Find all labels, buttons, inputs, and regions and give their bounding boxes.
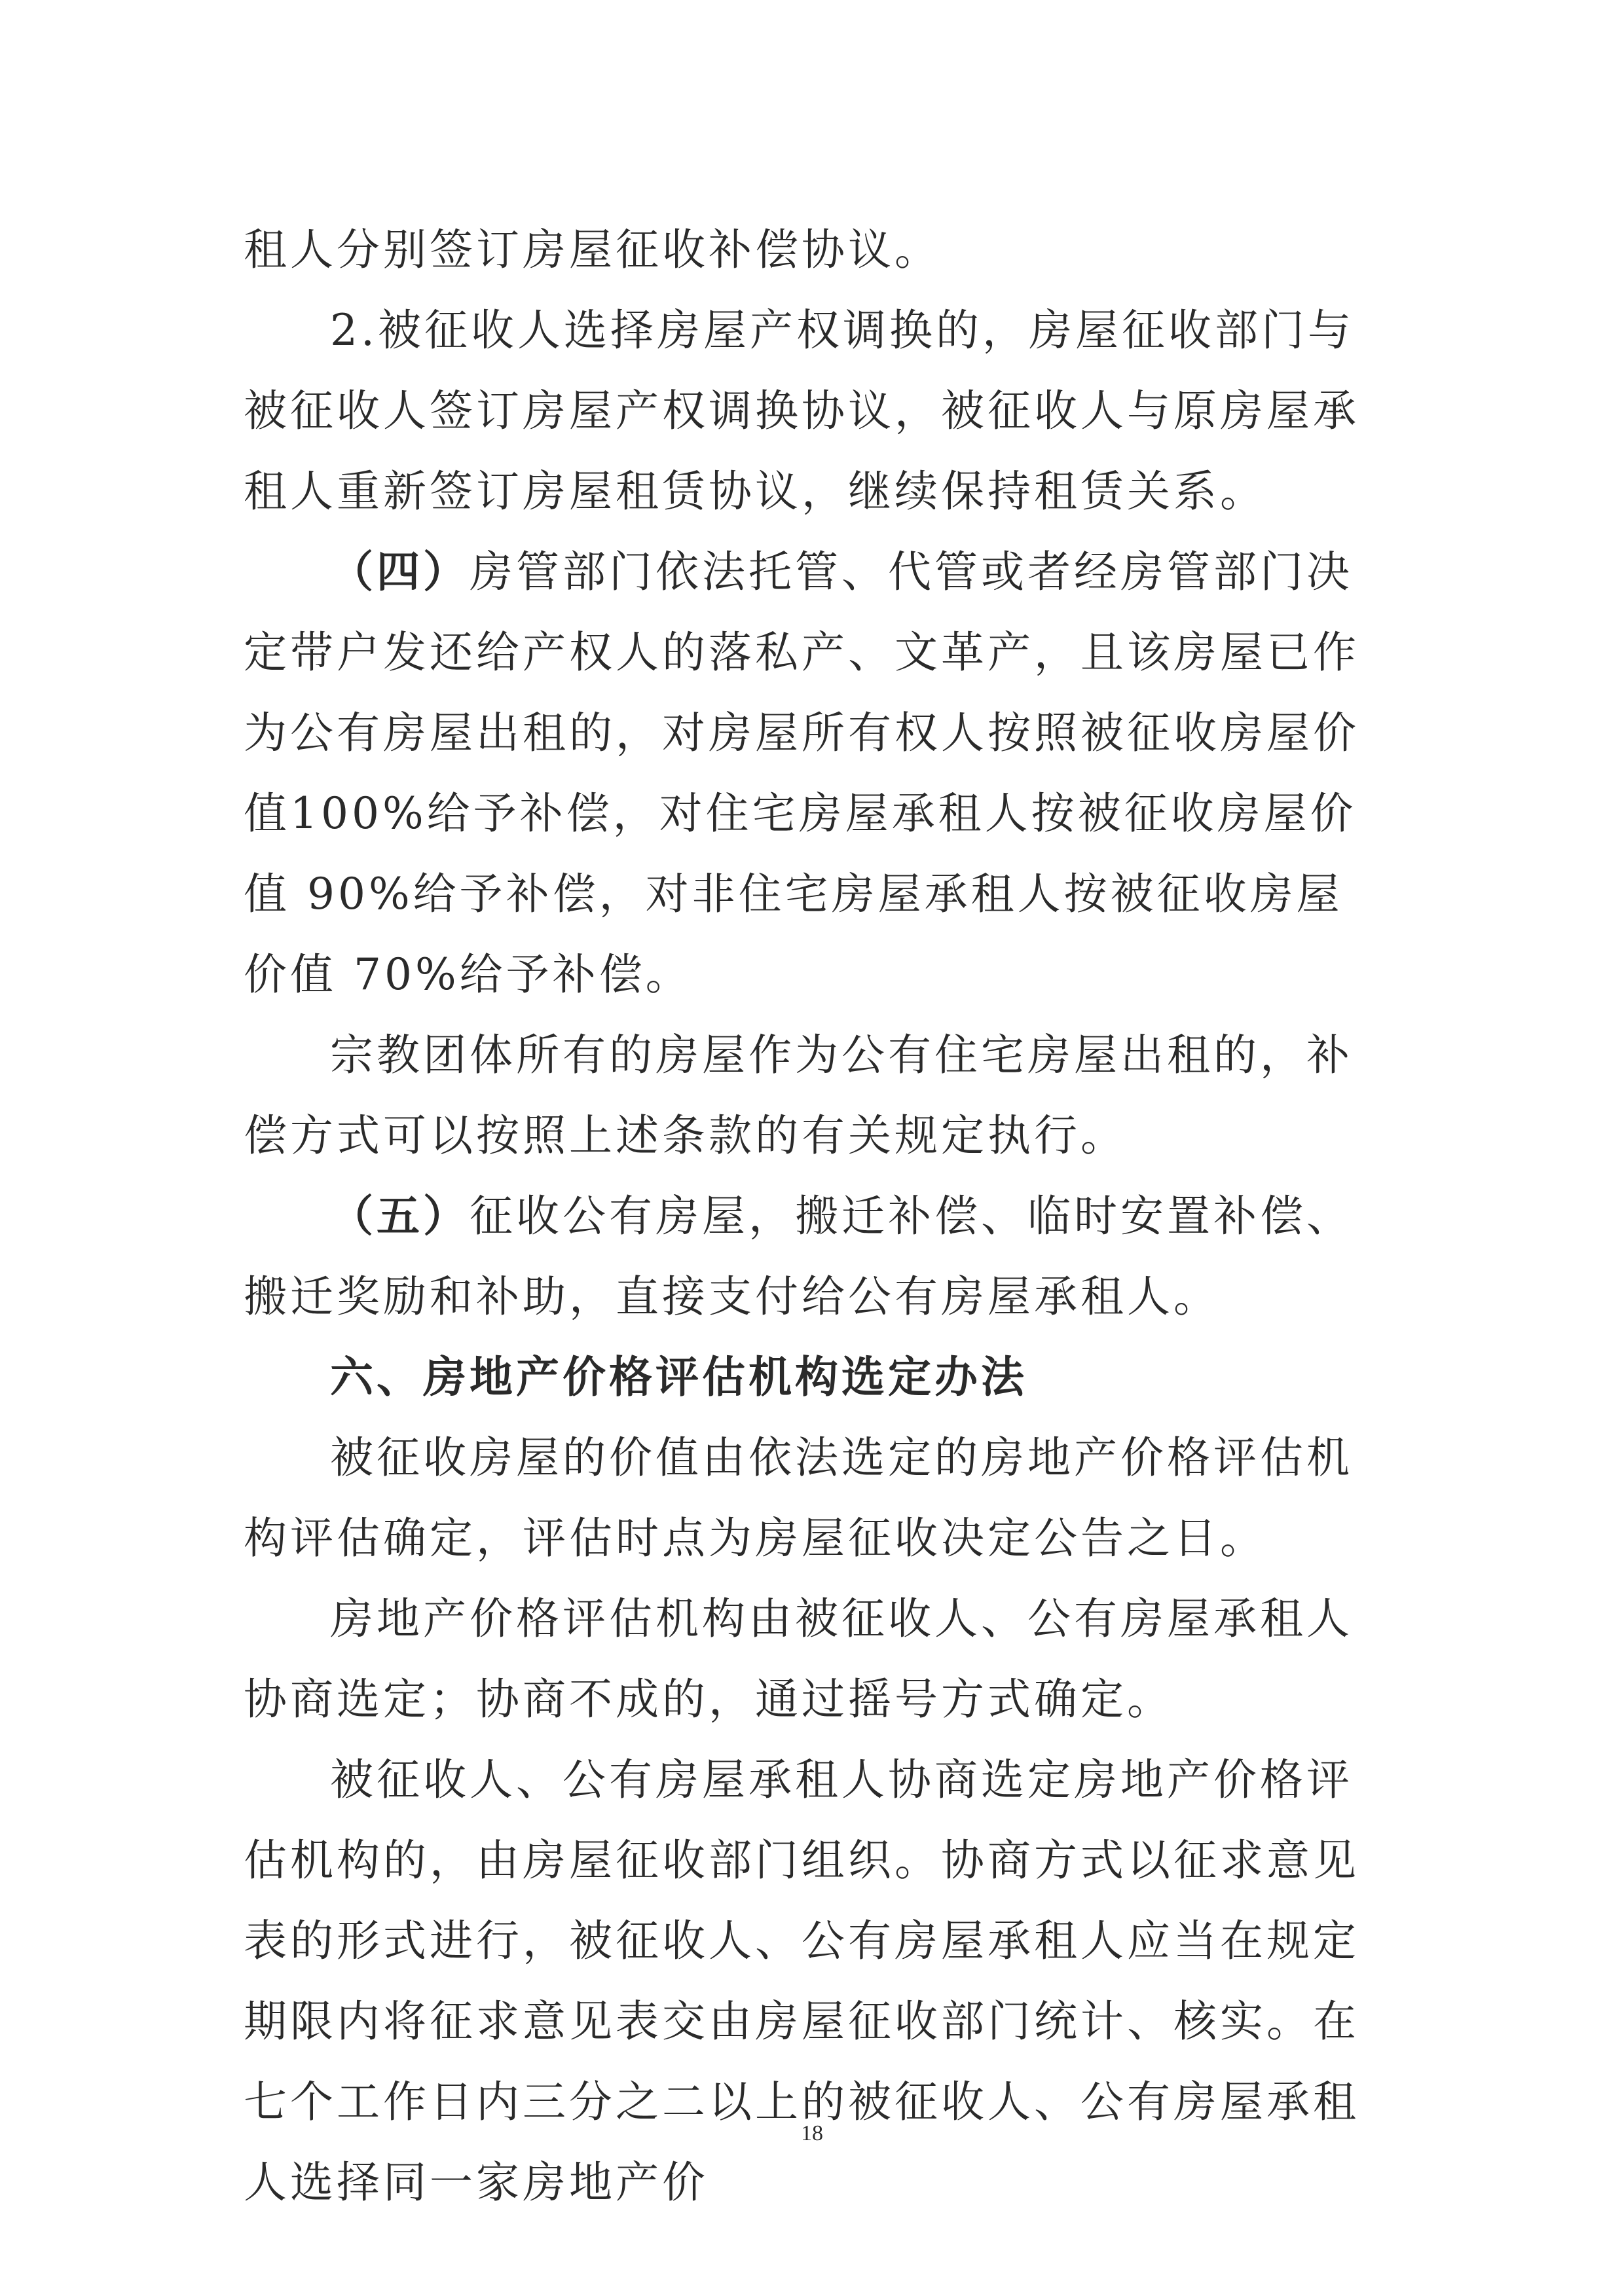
paragraph-text: 2.被征收人选择房屋产权调换的，房屋征收部门与被征收人签订房屋产权调换协议，被征收人与原房屋承租人重新签订房屋租赁协议，继续保持租赁关系。 <box>244 305 1359 517</box>
paragraph-section-5 <box>244 1176 1383 1337</box>
paragraph-text: 征收公有房屋，搬迁补偿、临时安置补偿、搬迁奖励和补助，直接支付给公有房屋承租人。 <box>244 1191 1353 1322</box>
paragraph-text: 被征收人、公有房屋承租人协商选定房地产价格评估机构的，由房屋征收部门组织。协商方式以征求意见表的形式进行，被征收人、公有房屋承租人应当在规定期限内将征求意见表交由房屋征收部门统计、核实。在七个工作日内三分之二以上的被征收人、公有房屋承租人选择同一家房地产价 <box>244 1755 1359 2208</box>
paragraph-text: 房地产价格评估机构由被征收人、公有房屋承租人协商选定；协商不成的，通过摇号方式确定。 <box>244 1594 1353 1724</box>
section-heading-6 <box>244 1337 1383 1417</box>
paragraph-text: 被征收房屋的价值由依法选定的房地产价格评估机构评估确定，评估时点为房屋征收决定公告之日。 <box>244 1432 1353 1563</box>
paragraph-text: 宗教团体所有的房屋作为公有住宅房屋出租的，补偿方式可以按照上述条款的有关规定执行。 <box>244 1030 1353 1161</box>
paragraph-valuation <box>244 1417 1383 1578</box>
paragraph-religious-housing <box>244 1015 1383 1176</box>
document-body <box>244 210 1383 2223</box>
paragraph-section-4 <box>244 532 1383 1015</box>
heading-text: 六、房地产价格评估机构选定办法 <box>330 1351 1027 1402</box>
section-label: （四） <box>330 546 470 597</box>
section-label: （五） <box>330 1190 470 1241</box>
paragraph-negotiation <box>244 1740 1383 2223</box>
paragraph-text: 房管部门依法托管、代管或者经房管部门决定带户发还给产权人的落私产、文革产，且该房屋已作为公有房屋出租的，对房屋所有权人按照被征收房屋价值100%给予补偿，对住宅房屋承租人按被征收房屋价值 90%给予补偿，对非住宅房屋承租人按被征收房屋价值 70%给予补偿。 <box>244 547 1359 1000</box>
paragraph-agency-selection <box>244 1578 1383 1740</box>
page-number: 18 <box>801 2121 823 2145</box>
paragraph-text: 租人分别签订房屋征收补偿协议。 <box>244 225 941 275</box>
paragraph-continuation <box>244 210 1383 290</box>
paragraph-item-2 <box>244 290 1383 532</box>
